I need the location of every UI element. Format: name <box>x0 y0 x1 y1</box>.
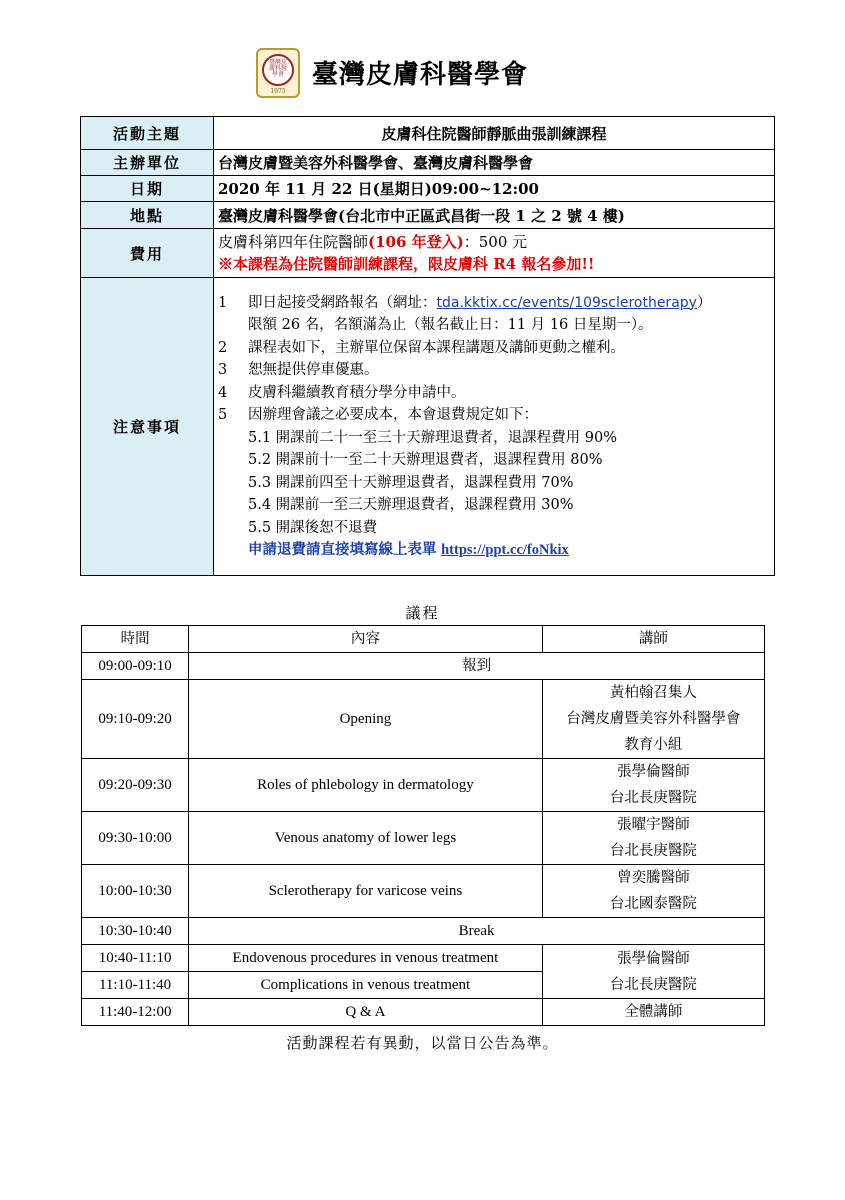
agenda-row <box>82 945 765 972</box>
venue-value: 臺灣皮膚科醫學會(台北市中正區武昌街一段 1 之 2 號 4 樓) <box>214 202 775 229</box>
agenda-content: 報到 <box>189 653 765 680</box>
speaker-line: 台灣皮膚暨美容外科醫學會 <box>566 711 741 727</box>
note-2 <box>218 337 770 360</box>
page-title: 臺灣皮膚科醫學會 <box>312 60 529 90</box>
agenda-content: Opening <box>189 680 543 759</box>
note-3 <box>218 359 770 382</box>
note-4-number: 4 <box>218 384 228 401</box>
refund-rule-1: 5.1 開課前二十一至三十天辦理退費者，退課程費用 90% <box>248 429 618 446</box>
fee-label: 費用 <box>81 229 214 278</box>
topic-row <box>81 117 775 150</box>
agenda-content: Roles of phlebology in dermatology <box>189 759 543 812</box>
header-content: 內容 <box>189 626 543 653</box>
agenda-speaker <box>542 945 764 999</box>
fee-text: 皮膚科第四年住院醫師 <box>218 233 369 251</box>
note-1-text-end: ） <box>696 294 712 311</box>
notes-row <box>81 278 775 576</box>
agenda-time: 09:00-09:10 <box>82 653 189 680</box>
refund-request-text: 申請退費請直接填寫線上表單 <box>248 541 437 558</box>
speaker-line: 台北國泰醫院 <box>609 896 697 912</box>
organizer-row <box>81 150 775 176</box>
notes-content <box>214 278 775 576</box>
agenda-content: Break <box>189 918 765 945</box>
agenda-time: 10:30-10:40 <box>82 918 189 945</box>
agenda-row <box>82 918 765 945</box>
date-value: 2020 年 11 月 22 日(星期日)09:00~12:00 <box>214 176 775 202</box>
agenda-row <box>82 653 765 680</box>
logo-text: 臺灣皮膚科醫學會 <box>268 59 287 78</box>
agenda-content: Q & A <box>189 999 543 1026</box>
note-3-text: 恕無提供停車優惠。 <box>248 362 379 378</box>
note-5 <box>218 404 770 427</box>
refund-rule-4: 5.4 開課前一至三天辦理退費者，退課程費用 30% <box>248 497 574 513</box>
speaker-line: 台北長庚醫院 <box>609 843 697 859</box>
agenda-row <box>82 999 765 1026</box>
note-4 <box>218 382 770 405</box>
speaker-line: 教育小組 <box>624 737 683 753</box>
date-label: 日期 <box>81 176 214 202</box>
agenda-time: 10:40-11:10 <box>82 945 189 972</box>
note-2-text: 課程表如下，主辦單位保留本課程講題及講師更動之權利。 <box>248 339 625 356</box>
page-header <box>0 48 845 104</box>
agenda-time: 09:20-09:30 <box>82 759 189 812</box>
agenda-time: 11:10-11:40 <box>82 972 189 999</box>
note-4-text: 皮膚科繼續教育積分學分申請中。 <box>248 384 466 401</box>
note-5-number: 5 <box>218 407 228 423</box>
speaker-line: 台北長庚醫院 <box>609 790 697 806</box>
agenda-content: Sclerotherapy for varicose veins <box>189 865 543 918</box>
speaker-line: 台北長庚醫院 <box>609 976 697 993</box>
agenda-speaker <box>542 865 764 918</box>
note-3-number: 3 <box>218 362 228 378</box>
note-2-number: 2 <box>218 339 228 356</box>
event-info-table <box>80 116 775 576</box>
notes-label: 注意事項 <box>81 278 214 576</box>
agenda-header-row <box>82 626 765 653</box>
fee-restriction-note: ※本課程為住院醫師訓練課程，限皮膚科 R4 報名參加!! <box>218 255 595 273</box>
agenda-time: 09:30-10:00 <box>82 812 189 865</box>
fee-amount: ：500 元 <box>463 233 528 251</box>
agenda-content: Complications in venous treatment <box>189 972 543 999</box>
agenda-time: 09:10-09:20 <box>82 680 189 759</box>
note-1-text: 即日起接受網路報名（網址： <box>248 294 437 311</box>
organizer-label: 主辦單位 <box>81 150 214 176</box>
agenda-content: Endovenous procedures in venous treatment <box>189 945 543 972</box>
agenda-row <box>82 812 765 865</box>
header-speaker: 講師 <box>542 626 764 653</box>
venue-label: 地點 <box>81 202 214 229</box>
speaker-line: 曾奕騰醫師 <box>617 870 690 886</box>
agenda-speaker <box>542 812 764 865</box>
speaker-line: 張曜宇醫師 <box>617 817 690 833</box>
agenda-row <box>82 865 765 918</box>
organizer-value: 台灣皮膚暨美容外科醫學會、臺灣皮膚科醫學會 <box>214 150 775 176</box>
speaker-line: 張學倫醫師 <box>617 950 690 967</box>
fee-row <box>81 229 775 278</box>
venue-row <box>81 202 775 229</box>
agenda-row <box>82 680 765 759</box>
note-5-text: 因辦理會議之必要成本，本會退費規定如下： <box>248 407 538 423</box>
society-logo <box>256 48 300 98</box>
date-row <box>81 176 775 202</box>
footer-notice: 活動課程若有異動，以當日公告為準。 <box>286 1034 559 1052</box>
refund-rule-2: 5.2 開課前十一至二十天辦理退費者，退課程費用 80% <box>248 452 603 468</box>
agenda-speaker <box>542 680 764 759</box>
agenda-speaker <box>542 759 764 812</box>
agenda-title: 議程 <box>405 604 440 622</box>
agenda-table <box>81 625 765 1026</box>
refund-request <box>218 539 770 562</box>
note-1-continued: 限額 26 名，名額滿為止（報名截止日：11 月 16 日星期一）。 <box>248 317 653 333</box>
refund-rule-3: 5.3 開課前四至十天辦理退費者，退課程費用 70% <box>248 474 574 491</box>
fee-value <box>214 229 775 278</box>
note-1-number: 1 <box>218 294 228 311</box>
logo-year: 1975 <box>270 88 286 95</box>
fee-year-note: (106 年登入) <box>368 233 464 251</box>
topic-label: 活動主題 <box>81 117 214 150</box>
registration-link[interactable]: tda.kktix.cc/events/109sclerotherapy <box>436 294 697 311</box>
refund-rule-5: 5.5 開課後恕不退費 <box>248 519 378 536</box>
agenda-content: Venous anatomy of lower legs <box>189 812 543 865</box>
speaker-line: 張學倫醫師 <box>617 764 690 780</box>
agenda-time: 10:00-10:30 <box>82 865 189 918</box>
agenda-time: 11:40-12:00 <box>82 999 189 1026</box>
topic-value: 皮膚科住院醫師靜脈曲張訓練課程 <box>214 117 775 150</box>
agenda-row <box>82 759 765 812</box>
refund-form-link[interactable]: https://ppt.cc/foNkix <box>441 542 569 558</box>
note-1 <box>218 292 770 315</box>
speaker-line: 黃柏翰召集人 <box>609 685 697 701</box>
agenda-speaker: 全體講師 <box>542 999 764 1026</box>
header-time: 時間 <box>82 626 189 653</box>
